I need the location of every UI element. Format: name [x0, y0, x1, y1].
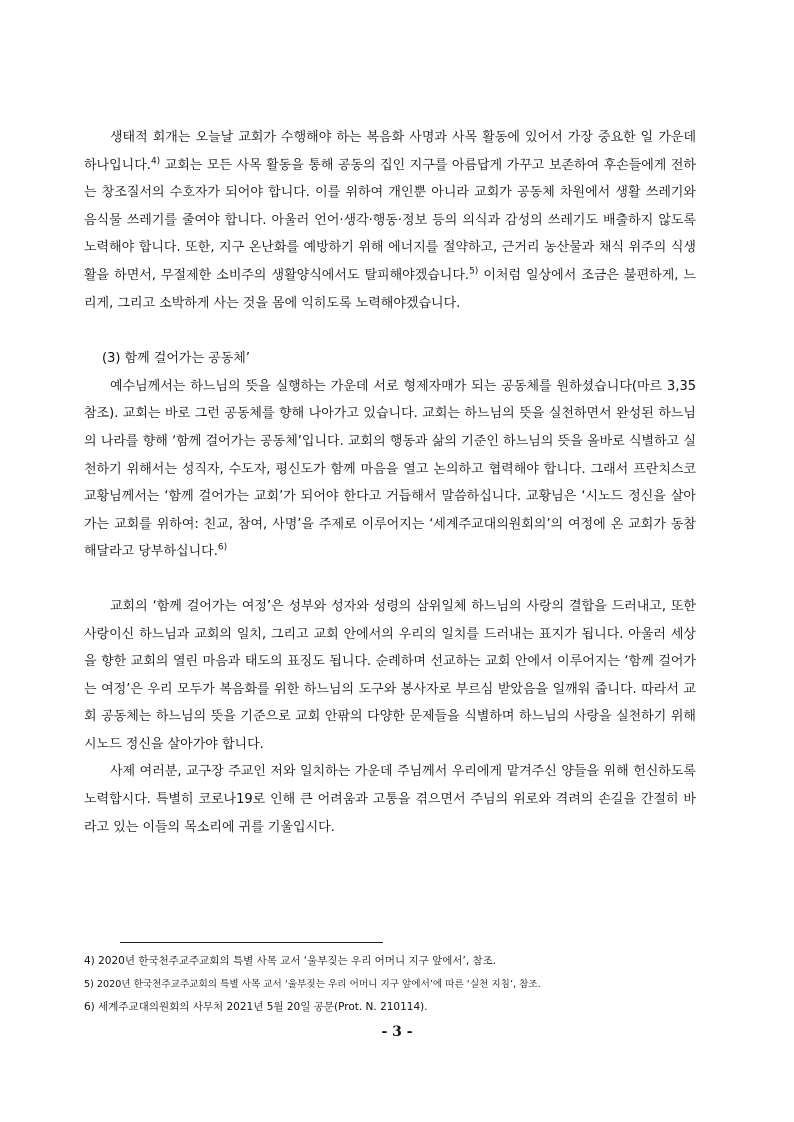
footnotes [84, 950, 704, 1019]
footnote-5: 5) 2020년 한국천주교주교회의 특별 사목 교서 ‘울부짖는 우리 어머니 지구 앞에서’에 따른 ‘실천 지침’, 참조. [84, 979, 541, 990]
section-heading: (3) 함께 걸어가는 공동체’ [102, 351, 250, 367]
paragraph-text: 예수님께서는 하느님의 뜻을 실행하는 가운데 서로 형제자매가 되는 공동체를 원하셨습니다(마르 3,35 참조). 교회는 바로 그런 공동체를 향해 나아가고 있습니다. 교회는 하느님의 뜻을 실천하면서 완성된 하느님의 나라를 향해 ‘함께 걸어가는 공동체’입니다. 교회의 행동과 삶의 기준인 하느님의 뜻을 올바로 식별하고 실천하기 위해서는 성직자, 수도자, 평신도가 함께 마음을 열고 논의하고 협력해야 합니다. 그래서 프란치스코 교황님께서는 ‘함께 걸어가는 교회’가 되어야 한다고 거듭해서 말씀하십니다. 교황님은 ‘시노드 정신을 살아가는 교회를 위하여: 친교, 참여, 사명’을 주제로 이루어지는 ‘세계주교대의원회의’의 여정에 온 교회가 동참해달라고 당부하십니다. [84, 378, 696, 560]
paragraph-text: 생태적 회개는 오늘날 교회가 수행해야 하는 복음화 사명과 사목 활동에 있어서 가장 중요한 일 가운데 하나입니다. [84, 130, 696, 173]
paragraph-exhortation: 사제 여러분, 교구장 주교인 저와 일치하는 가운데 주님께서 우리에게 맡겨주신 양들을 위해 헌신하도록 노력합시다. 특별히 코로나19로 인해 큰 어려움과 고통을 겪으면서 주님의 위로와 격려의 손길을 간절히 바라고 있는 이들의 목소리에 귀를 기울입시다. [84, 764, 696, 835]
paragraph-text: 교회는 모든 사목 활동을 통해 공동의 집인 지구를 아름답게 가꾸고 보존하여 후손들에게 전하는 창조질서의 수호자가 되어야 합니다. 이를 위하여 개인뿐 아니라 교회가 공동체 차원에서 생활 쓰레기와 음식물 쓰레기를 줄여야 합니다. 아울러 언어·생각·행동·정보 등의 의식과 감성의 쓰레기도 배출하지 않도록 노력해야 합니다. 또한, 지구 온난화를 예방하기 위해 에너지를 절약하고, 근거리 농산물과 채식 위주의 식생활을 하면서, 무절제한 소비주의 생활양식에서도 탈피해야겠습니다. [84, 157, 696, 283]
paragraph-journey: 교회의 ‘함께 걸어가는 여정’은 성부와 성자와 성령의 삼위일체 하느님의 사랑의 결합을 드러내고, 또한 사랑이신 하느님과 교회의 일치, 그리고 교회 안에서의 우리의 일치를 드러내는 표지가 됩니다. 아울러 세상을 향한 교회의 열린 마음과 태도의 표징도 됩니다. 순례하며 선교하는 교회 안에서 이루어지는 ‘함께 걸어가는 여정’은 우리 모두가 복음화를 위한 하느님의 도구와 봉사자로 부르심 받았음을 일깨워 줍니다. 따라서 교회 공동체는 하느님의 뜻을 기준으로 교회 안팎의 다양한 문제들을 식별하며 하느님의 사랑을 실천하기 위해 시노드 정신을 살아가야 합니다. [84, 598, 696, 752]
paragraph-walking-together [84, 373, 696, 566]
footnote-6: 6) 세계주교대의원회의 사무처 2021년 5월 20일 공문(Prot. N. 210114). [84, 1001, 428, 1013]
footnote-divider [120, 942, 383, 943]
footnote-ref-4[interactable]: 4) [150, 156, 161, 167]
page-number: - 3 - [381, 1024, 413, 1040]
footnote-ref-5[interactable]: 5) [469, 266, 479, 277]
footnote-ref-6[interactable]: 6) [217, 542, 228, 553]
footnote-4: 4) 2020년 한국천주교주교회의 특별 사목 교서 ‘울부짖는 우리 어머니 지구 앞에서’, 참조. [84, 955, 497, 967]
paragraph-ecological-conversion [84, 124, 696, 317]
paragraph-text: 이처럼 일상에서 조금은 불편하게, 느리게, 그리고 소박하게 사는 것을 몸에 익히도록 노력해야겠습니다. [84, 267, 696, 311]
page-body [84, 124, 696, 841]
